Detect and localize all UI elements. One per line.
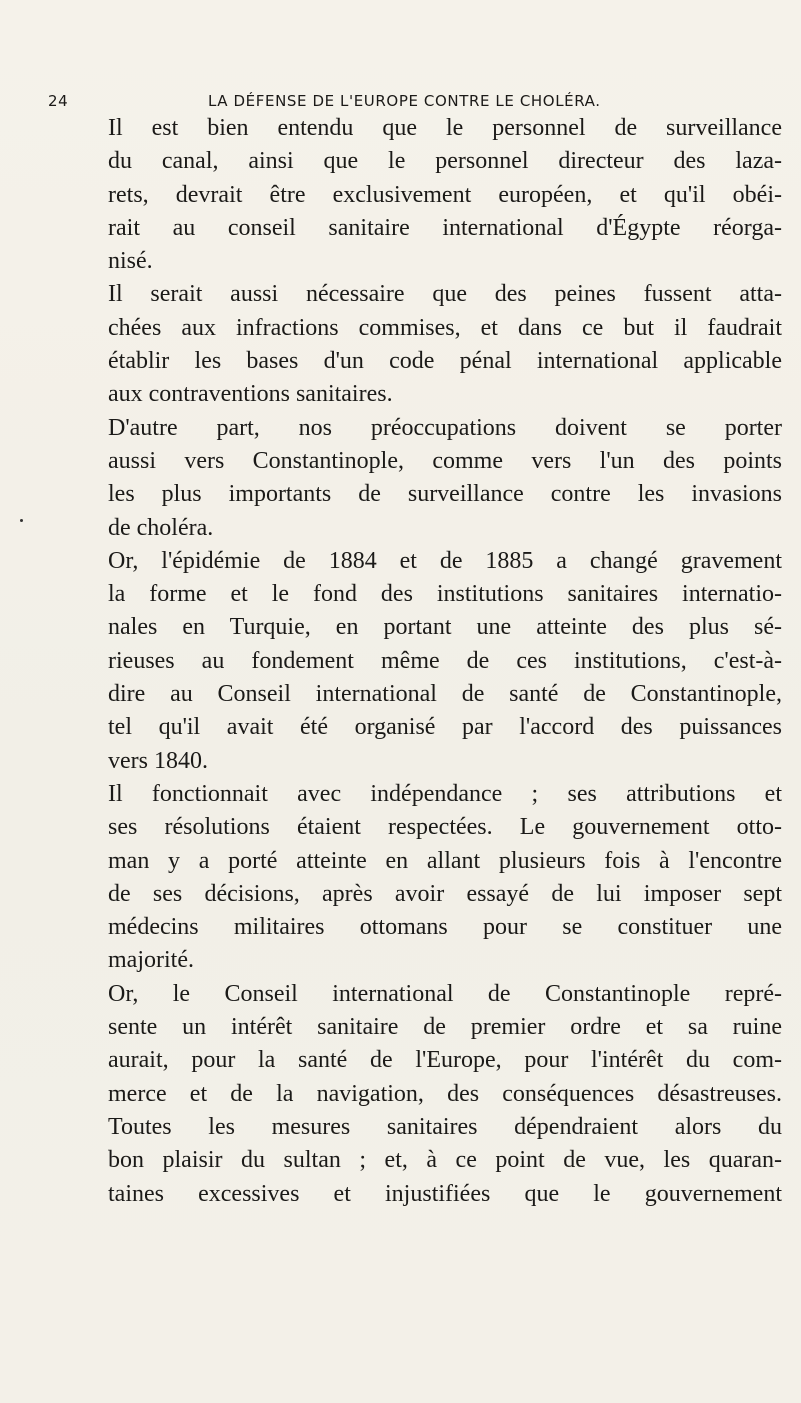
page-number: 24 [48,92,69,110]
text-line: rieuses au fondement même de ces institutions, c'est-à- [108,647,782,674]
text-line: majorité. [108,947,194,974]
text-line: bon plaisir du sultan ; et, à ce point de vue, les quaran- [108,1147,782,1174]
text-line: aux contraventions sanitaires. [108,381,393,408]
paragraph [78,1111,782,1211]
text-line: de ses décisions, après avoir essayé de lui imposer sept [108,880,782,907]
text-line: dire au Conseil international de santé de Constantinople, [108,681,782,708]
running-title: LA DÉFENSE DE L'EUROPE CONTRE LE CHOLÉRA. [208,92,601,110]
text-line: de choléra. [108,514,214,541]
text-line: Il est bien entendu que le personnel de surveillance [108,115,782,141]
text-line: merce et de la navigation, des conséquences désastreuses. [108,1080,782,1107]
text-line: sente un intérêt sanitaire de premier ordre et sa ruine [108,1014,782,1041]
text-line: nales en Turquie, en portant une atteinte des plus sé- [108,614,782,641]
text-line: ses résolutions étaient respectées. Le gouvernement otto- [108,814,782,841]
paragraph [78,978,782,1111]
paragraph [78,412,782,545]
text-line: vers 1840. [108,747,208,774]
text-line: médecins militaires ottomans pour se constituer une [108,914,782,941]
text-line: rait au conseil sanitaire international d'Égypte réorga- [108,214,782,241]
text-line: chées aux infractions commises, et dans ce but il faudrait [108,314,782,341]
text-line: nisé. [108,248,153,275]
text-line: Or, l'épidémie de 1884 et de 1885 a changé gravement [108,547,782,574]
text-line: Il serait aussi nécessaire que des peines fussent atta- [108,281,782,308]
text-line: man y a porté atteinte en allant plusieurs fois à l'encontre [108,847,782,874]
paragraph [78,778,782,978]
text-line: rets, devrait être exclusivement européen, et qu'il obéi- [108,181,782,208]
paragraph [78,278,782,411]
text-line: tel qu'il avait été organisé par l'accord des puissances [108,714,782,741]
text-line: taines excessives et injustifiées que le gouvernement [108,1180,782,1207]
margin-speck [20,519,23,522]
paragraph [78,545,782,778]
text-line: établir les bases d'un code pénal international applicable [108,348,782,375]
text-line: Toutes les mesures sanitaires dépendraient alors du [108,1113,782,1140]
text-line: Or, le Conseil international de Constantinople repré- [108,980,782,1007]
text-line: D'autre part, nos préoccupations doivent se porter [108,414,782,441]
text-line: du canal, ainsi que le personnel directeur des laza- [108,148,782,175]
running-header [48,88,768,114]
text-line: aurait, pour la santé de l'Europe, pour l'intérêt du com- [108,1047,782,1074]
paragraph [78,112,782,278]
text-line: les plus importants de surveillance contre les invasions [108,481,782,508]
body-text [78,112,782,1211]
text-line: Il fonctionnait avec indépendance ; ses attributions et [108,780,782,807]
text-line: la forme et le fond des institutions sanitaires internatio- [108,581,782,608]
text-line: aussi vers Constantinople, comme vers l'un des points [108,447,782,474]
